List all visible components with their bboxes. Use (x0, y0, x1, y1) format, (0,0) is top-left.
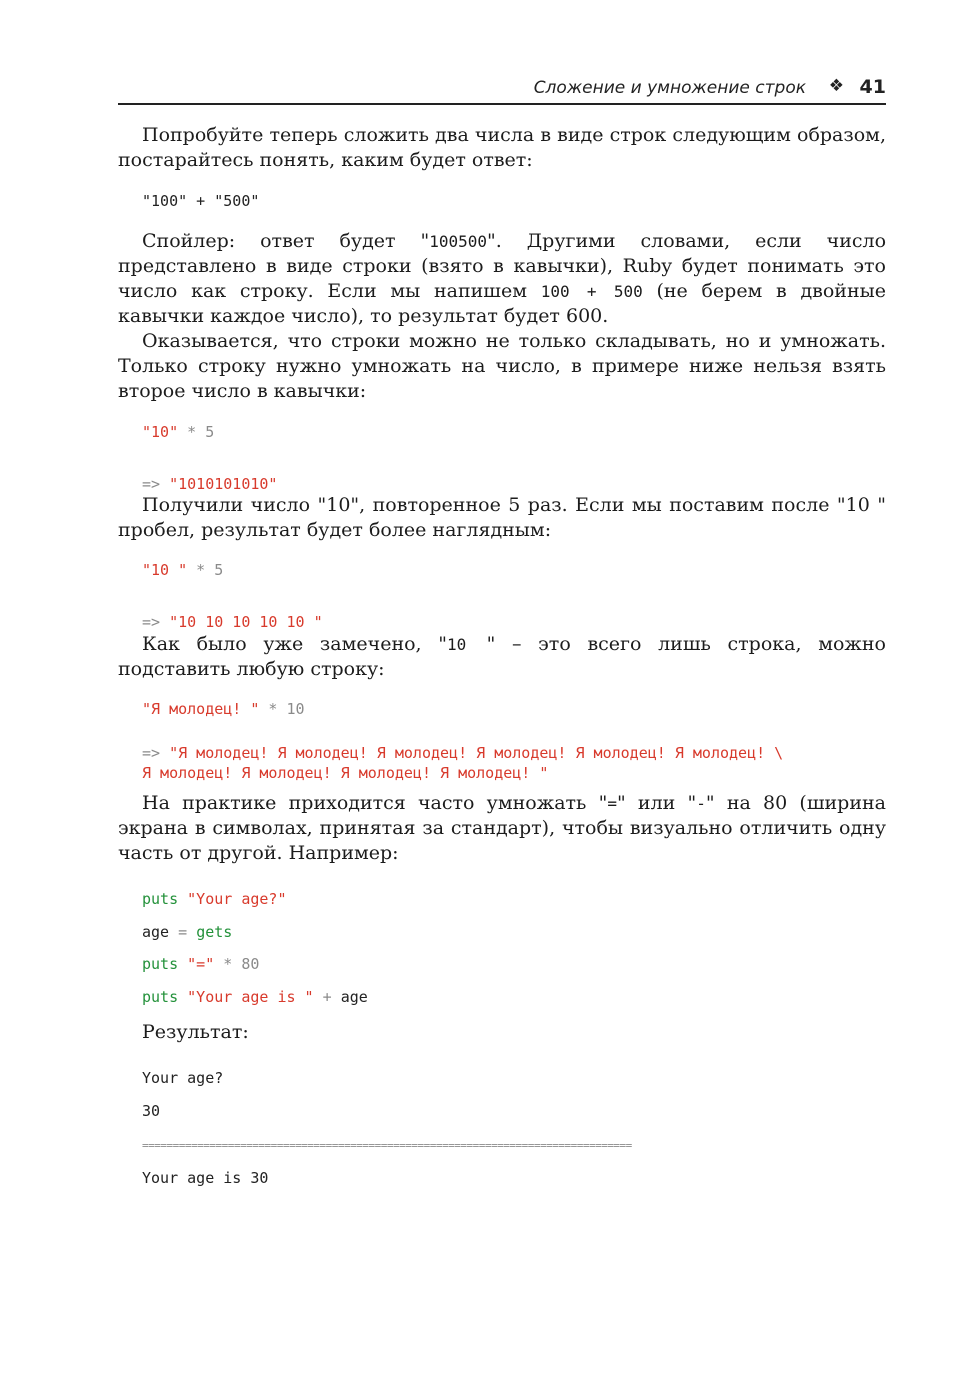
code-operator: = (169, 922, 197, 941)
inline-code: 10 (447, 635, 487, 654)
output-line: Your age? (142, 1069, 224, 1087)
code-block-1 (142, 191, 259, 211)
code-string: "10" (142, 423, 179, 441)
code-variable: age (340, 988, 368, 1007)
text: Как было уже замечено, " (142, 633, 448, 655)
text: (не берем в двойные кавычки каждое число), то результат будет 600. (118, 280, 886, 327)
paragraph-4 (118, 493, 886, 543)
paragraph-1 (118, 123, 886, 173)
code-operator: + (313, 988, 341, 1007)
paragraph-5 (118, 632, 886, 682)
code-line: "100" + "500" (142, 192, 260, 210)
text: " или " (616, 792, 697, 814)
code-block-3 (142, 560, 323, 632)
code-operator: * 5 (178, 423, 215, 441)
code-string: "Your age?" (178, 890, 287, 908)
paragraph-7 (118, 1020, 886, 1045)
paragraph-1-text: Попробуйте теперь сложить два числа в виде строк следующим образом, постарайтесь понять, каким будет ответ: (118, 124, 886, 171)
code-operator: * 10 (259, 700, 305, 718)
output-separator-line: ================================================================================ (142, 1139, 632, 1152)
text: ". Другими словами, если число представлено в виде строки (взято в кавычки), Ruby будет понимать это число как строку. Если мы напишем (118, 230, 887, 302)
code-string: "=" (178, 955, 215, 974)
output-line: Your age is 30 (142, 1169, 269, 1187)
paragraph-3-text: Оказывается, что строки можно не только складывать, но и умножать. Только строку нужно умножать на число, в примере ниже нельзя взять второе число в кавычки: (118, 330, 886, 402)
paragraph-2 (118, 229, 886, 329)
inline-code: 100500 (429, 232, 487, 251)
paragraph-3 (118, 329, 886, 404)
chapter-title: Сложение и умножение строк (533, 78, 806, 98)
result-arrow: => (142, 475, 170, 493)
result-arrow: => (142, 744, 170, 762)
code-result: "1010101010" (169, 475, 278, 493)
text: Спойлер: ответ будет " (142, 230, 430, 252)
code-string: "10 " (142, 561, 188, 579)
inline-code: = (607, 794, 617, 813)
code-result: "10 10 10 10 10 " (169, 613, 323, 631)
code-block-2 (142, 422, 277, 494)
code-keyword: gets (196, 922, 233, 941)
text: " – это всего лишь строка, можно подставить любую строку: (118, 633, 886, 680)
code-operator: * 5 (187, 561, 224, 579)
paragraph-4-text: Получили число "10", повторенное 5 раз. Если мы поставим после "10 " пробел, результат будет более наглядным: (118, 494, 886, 541)
code-block-5 (142, 883, 368, 1014)
code-keyword: puts (142, 890, 179, 908)
inline-code: 100 + 500 (540, 282, 643, 301)
inline-code: - (696, 794, 706, 813)
code-variable: age (142, 922, 170, 941)
code-operator: * 80 (214, 955, 260, 974)
code-result: Я молодец! Я молодец! Я молодец! Я молодец! " (142, 764, 549, 782)
paragraph-7-text: Результат: (142, 1021, 249, 1043)
code-keyword: puts (142, 955, 179, 974)
code-block-4 (142, 699, 783, 783)
output-block (142, 1062, 632, 1195)
text: " на 80 (ширина экрана в символах, принятая за стандарт), чтобы визуально отличить одну часть от другой. Например: (118, 792, 886, 864)
page-number: 41 (859, 76, 886, 98)
paragraph-6 (118, 791, 886, 866)
text: На практике приходится часто умножать " (142, 792, 608, 814)
result-arrow: => (142, 613, 170, 631)
output-line: 30 (142, 1102, 161, 1120)
code-string: "Your age is " (178, 988, 314, 1007)
running-header (118, 76, 886, 105)
code-result: "Я молодец! Я молодец! Я молодец! Я молодец! Я молодец! Я молодец! \ (169, 744, 784, 762)
ornament-icon: ❖ (828, 76, 844, 96)
code-string: "Я молодец! " (142, 700, 260, 718)
code-keyword: puts (142, 988, 179, 1007)
